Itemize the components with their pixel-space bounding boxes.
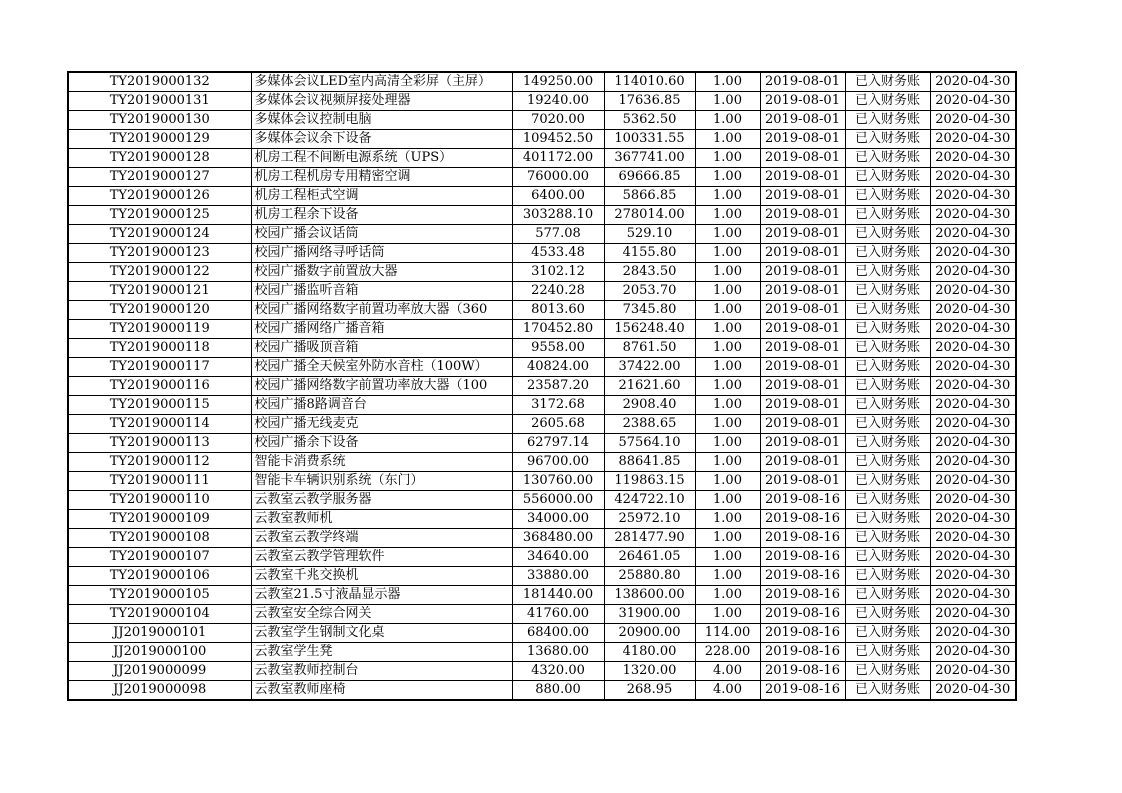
entry-date-cell: 2020-04-30 [930, 92, 1016, 111]
asset-name-cell: 多媒体会议视频屏接处理器 [251, 92, 512, 111]
asset-name-cell: 智能卡消费系统 [251, 453, 512, 472]
quantity-cell: 1.00 [695, 206, 760, 225]
entry-date-cell: 2020-04-30 [930, 415, 1016, 434]
entry-date-cell: 2020-04-30 [930, 643, 1016, 662]
asset-name-cell: 校园广播余下设备 [251, 434, 512, 453]
asset-code-cell: JJ2019000099 [68, 662, 251, 681]
original-value-cell: 181440.00 [512, 586, 604, 605]
table-row [68, 472, 1016, 491]
asset-code-cell: TY2019000110 [68, 491, 251, 510]
entry-date-cell: 2020-04-30 [930, 149, 1016, 168]
accounting-status-cell: 已入财务账 [845, 529, 930, 548]
asset-code-cell: TY2019000125 [68, 206, 251, 225]
original-value-cell: 149250.00 [512, 72, 604, 92]
net-value-cell: 424722.10 [604, 491, 695, 510]
net-value-cell: 4155.80 [604, 244, 695, 263]
accounting-status-cell: 已入财务账 [845, 453, 930, 472]
entry-date-cell: 2020-04-30 [930, 453, 1016, 472]
entry-date-cell: 2020-04-30 [930, 111, 1016, 130]
table-row [68, 643, 1016, 662]
entry-date-cell: 2020-04-30 [930, 396, 1016, 415]
quantity-cell: 1.00 [695, 72, 760, 92]
asset-code-cell: TY2019000107 [68, 548, 251, 567]
accounting-status-cell: 已入财务账 [845, 149, 930, 168]
net-value-cell: 367741.00 [604, 149, 695, 168]
table-row [68, 187, 1016, 206]
acquisition-date-cell: 2019-08-16 [760, 624, 845, 643]
net-value-cell: 5866.85 [604, 187, 695, 206]
asset-code-cell: TY2019000119 [68, 320, 251, 339]
acquisition-date-cell: 2019-08-01 [760, 168, 845, 187]
acquisition-date-cell: 2019-08-01 [760, 111, 845, 130]
quantity-cell: 1.00 [695, 263, 760, 282]
net-value-cell: 4180.00 [604, 643, 695, 662]
accounting-status-cell: 已入财务账 [845, 301, 930, 320]
quantity-cell: 1.00 [695, 586, 760, 605]
table-row [68, 111, 1016, 130]
asset-name-cell: 校园广播全天候室外防水音柱（100W） [251, 358, 512, 377]
net-value-cell: 114010.60 [604, 72, 695, 92]
table-row [68, 377, 1016, 396]
asset-name-cell: 云教室学生钢制文化桌 [251, 624, 512, 643]
asset-code-cell: JJ2019000098 [68, 681, 251, 701]
acquisition-date-cell: 2019-08-01 [760, 282, 845, 301]
original-value-cell: 130760.00 [512, 472, 604, 491]
asset-name-cell: 机房工程余下设备 [251, 206, 512, 225]
asset-code-cell: TY2019000126 [68, 187, 251, 206]
original-value-cell: 3102.12 [512, 263, 604, 282]
net-value-cell: 69666.85 [604, 168, 695, 187]
asset-name-cell: 云教室教师座椅 [251, 681, 512, 701]
original-value-cell: 76000.00 [512, 168, 604, 187]
table-row [68, 605, 1016, 624]
acquisition-date-cell: 2019-08-01 [760, 130, 845, 149]
original-value-cell: 556000.00 [512, 491, 604, 510]
asset-code-cell: TY2019000120 [68, 301, 251, 320]
table-row [68, 320, 1016, 339]
entry-date-cell: 2020-04-30 [930, 130, 1016, 149]
original-value-cell: 68400.00 [512, 624, 604, 643]
original-value-cell: 34000.00 [512, 510, 604, 529]
asset-code-cell: TY2019000105 [68, 586, 251, 605]
net-value-cell: 88641.85 [604, 453, 695, 472]
quantity-cell: 1.00 [695, 529, 760, 548]
net-value-cell: 5362.50 [604, 111, 695, 130]
original-value-cell: 9558.00 [512, 339, 604, 358]
original-value-cell: 4533.48 [512, 244, 604, 263]
acquisition-date-cell: 2019-08-16 [760, 567, 845, 586]
quantity-cell: 1.00 [695, 92, 760, 111]
acquisition-date-cell: 2019-08-16 [760, 662, 845, 681]
entry-date-cell: 2020-04-30 [930, 491, 1016, 510]
asset-name-cell: 云教室云教学终端 [251, 529, 512, 548]
entry-date-cell: 2020-04-30 [930, 681, 1016, 701]
net-value-cell: 2843.50 [604, 263, 695, 282]
net-value-cell: 138600.00 [604, 586, 695, 605]
acquisition-date-cell: 2019-08-01 [760, 263, 845, 282]
accounting-status-cell: 已入财务账 [845, 111, 930, 130]
asset-code-cell: TY2019000116 [68, 377, 251, 396]
accounting-status-cell: 已入财务账 [845, 358, 930, 377]
asset-code-cell: TY2019000117 [68, 358, 251, 377]
quantity-cell: 1.00 [695, 187, 760, 206]
entry-date-cell: 2020-04-30 [930, 339, 1016, 358]
asset-name-cell: 校园广播网络数字前置功率放大器（360 [251, 301, 512, 320]
acquisition-date-cell: 2019-08-16 [760, 586, 845, 605]
accounting-status-cell: 已入财务账 [845, 567, 930, 586]
table-row [68, 415, 1016, 434]
asset-name-cell: 云教室云教学服务器 [251, 491, 512, 510]
asset-name-cell: 云教室云教学管理软件 [251, 548, 512, 567]
asset-name-cell: 校园广播数字前置放大器 [251, 263, 512, 282]
entry-date-cell: 2020-04-30 [930, 358, 1016, 377]
original-value-cell: 33880.00 [512, 567, 604, 586]
entry-date-cell: 2020-04-30 [930, 187, 1016, 206]
net-value-cell: 119863.15 [604, 472, 695, 491]
table-row [68, 529, 1016, 548]
acquisition-date-cell: 2019-08-01 [760, 320, 845, 339]
accounting-status-cell: 已入财务账 [845, 320, 930, 339]
original-value-cell: 401172.00 [512, 149, 604, 168]
accounting-status-cell: 已入财务账 [845, 377, 930, 396]
original-value-cell: 6400.00 [512, 187, 604, 206]
accounting-status-cell: 已入财务账 [845, 586, 930, 605]
acquisition-date-cell: 2019-08-01 [760, 225, 845, 244]
asset-code-cell: TY2019000111 [68, 472, 251, 491]
net-value-cell: 26461.05 [604, 548, 695, 567]
table-row [68, 149, 1016, 168]
entry-date-cell: 2020-04-30 [930, 624, 1016, 643]
accounting-status-cell: 已入财务账 [845, 72, 930, 92]
quantity-cell: 114.00 [695, 624, 760, 643]
asset-code-cell: TY2019000113 [68, 434, 251, 453]
asset-code-cell: TY2019000132 [68, 72, 251, 92]
table-row [68, 339, 1016, 358]
table-row [68, 510, 1016, 529]
acquisition-date-cell: 2019-08-01 [760, 358, 845, 377]
net-value-cell: 100331.55 [604, 130, 695, 149]
accounting-status-cell: 已入财务账 [845, 434, 930, 453]
asset-code-cell: TY2019000121 [68, 282, 251, 301]
table-row [68, 662, 1016, 681]
net-value-cell: 1320.00 [604, 662, 695, 681]
original-value-cell: 13680.00 [512, 643, 604, 662]
accounting-status-cell: 已入财务账 [845, 643, 930, 662]
net-value-cell: 25972.10 [604, 510, 695, 529]
original-value-cell: 7020.00 [512, 111, 604, 130]
table-row [68, 681, 1016, 701]
quantity-cell: 1.00 [695, 111, 760, 130]
original-value-cell: 3172.68 [512, 396, 604, 415]
asset-code-cell: TY2019000104 [68, 605, 251, 624]
asset-code-cell: TY2019000112 [68, 453, 251, 472]
original-value-cell: 4320.00 [512, 662, 604, 681]
net-value-cell: 31900.00 [604, 605, 695, 624]
accounting-status-cell: 已入财务账 [845, 662, 930, 681]
quantity-cell: 1.00 [695, 415, 760, 434]
asset-name-cell: 校园广播8路调音台 [251, 396, 512, 415]
acquisition-date-cell: 2019-08-16 [760, 548, 845, 567]
asset-name-cell: 校园广播网络数字前置功率放大器（100 [251, 377, 512, 396]
original-value-cell: 23587.20 [512, 377, 604, 396]
table-row [68, 72, 1016, 92]
quantity-cell: 1.00 [695, 453, 760, 472]
asset-name-cell: 校园广播监听音箱 [251, 282, 512, 301]
quantity-cell: 1.00 [695, 130, 760, 149]
accounting-status-cell: 已入财务账 [845, 225, 930, 244]
entry-date-cell: 2020-04-30 [930, 244, 1016, 263]
net-value-cell: 2053.70 [604, 282, 695, 301]
entry-date-cell: 2020-04-30 [930, 72, 1016, 92]
table-row [68, 453, 1016, 472]
original-value-cell: 19240.00 [512, 92, 604, 111]
quantity-cell: 1.00 [695, 358, 760, 377]
asset-name-cell: 多媒体会议控制电脑 [251, 111, 512, 130]
asset-name-cell: 校园广播吸顶音箱 [251, 339, 512, 358]
table-row [68, 624, 1016, 643]
net-value-cell: 268.95 [604, 681, 695, 701]
asset-code-cell: TY2019000128 [68, 149, 251, 168]
net-value-cell: 25880.80 [604, 567, 695, 586]
accounting-status-cell: 已入财务账 [845, 244, 930, 263]
quantity-cell: 1.00 [695, 472, 760, 491]
quantity-cell: 1.00 [695, 434, 760, 453]
entry-date-cell: 2020-04-30 [930, 168, 1016, 187]
table-row [68, 206, 1016, 225]
asset-code-cell: TY2019000124 [68, 225, 251, 244]
quantity-cell: 4.00 [695, 662, 760, 681]
original-value-cell: 2605.68 [512, 415, 604, 434]
quantity-cell: 1.00 [695, 377, 760, 396]
accounting-status-cell: 已入财务账 [845, 339, 930, 358]
entry-date-cell: 2020-04-30 [930, 320, 1016, 339]
entry-date-cell: 2020-04-30 [930, 605, 1016, 624]
accounting-status-cell: 已入财务账 [845, 130, 930, 149]
accounting-status-cell: 已入财务账 [845, 187, 930, 206]
acquisition-date-cell: 2019-08-01 [760, 187, 845, 206]
asset-code-cell: TY2019000131 [68, 92, 251, 111]
quantity-cell: 1.00 [695, 548, 760, 567]
quantity-cell: 1.00 [695, 244, 760, 263]
asset-name-cell: 智能卡车辆识别系统（东门） [251, 472, 512, 491]
net-value-cell: 8761.50 [604, 339, 695, 358]
acquisition-date-cell: 2019-08-16 [760, 510, 845, 529]
acquisition-date-cell: 2019-08-01 [760, 72, 845, 92]
asset-name-cell: 云教室千兆交换机 [251, 567, 512, 586]
table-row [68, 168, 1016, 187]
acquisition-date-cell: 2019-08-16 [760, 529, 845, 548]
original-value-cell: 8013.60 [512, 301, 604, 320]
net-value-cell: 37422.00 [604, 358, 695, 377]
accounting-status-cell: 已入财务账 [845, 168, 930, 187]
asset-name-cell: 机房工程不间断电源系统（UPS） [251, 149, 512, 168]
table-row [68, 491, 1016, 510]
net-value-cell: 57564.10 [604, 434, 695, 453]
asset-code-cell: TY2019000129 [68, 130, 251, 149]
accounting-status-cell: 已入财务账 [845, 548, 930, 567]
acquisition-date-cell: 2019-08-01 [760, 377, 845, 396]
asset-code-cell: TY2019000122 [68, 263, 251, 282]
entry-date-cell: 2020-04-30 [930, 529, 1016, 548]
entry-date-cell: 2020-04-30 [930, 225, 1016, 244]
original-value-cell: 34640.00 [512, 548, 604, 567]
quantity-cell: 228.00 [695, 643, 760, 662]
table-row [68, 130, 1016, 149]
asset-code-cell: TY2019000115 [68, 396, 251, 415]
original-value-cell: 577.08 [512, 225, 604, 244]
asset-code-cell: JJ2019000101 [68, 624, 251, 643]
acquisition-date-cell: 2019-08-01 [760, 244, 845, 263]
table-row [68, 567, 1016, 586]
entry-date-cell: 2020-04-30 [930, 662, 1016, 681]
asset-name-cell: 多媒体会议余下设备 [251, 130, 512, 149]
net-value-cell: 20900.00 [604, 624, 695, 643]
ledger-body [68, 72, 1016, 700]
accounting-status-cell: 已入财务账 [845, 681, 930, 701]
asset-name-cell: 校园广播网络广播音箱 [251, 320, 512, 339]
entry-date-cell: 2020-04-30 [930, 510, 1016, 529]
net-value-cell: 529.10 [604, 225, 695, 244]
quantity-cell: 4.00 [695, 681, 760, 701]
accounting-status-cell: 已入财务账 [845, 491, 930, 510]
entry-date-cell: 2020-04-30 [930, 282, 1016, 301]
asset-name-cell: 校园广播网络寻呼话筒 [251, 244, 512, 263]
asset-name-cell: 云教室21.5寸液晶显示器 [251, 586, 512, 605]
original-value-cell: 303288.10 [512, 206, 604, 225]
quantity-cell: 1.00 [695, 282, 760, 301]
original-value-cell: 2240.28 [512, 282, 604, 301]
accounting-status-cell: 已入财务账 [845, 415, 930, 434]
asset-ledger-table [67, 71, 1017, 701]
quantity-cell: 1.00 [695, 225, 760, 244]
accounting-status-cell: 已入财务账 [845, 92, 930, 111]
acquisition-date-cell: 2019-08-01 [760, 92, 845, 111]
table-row [68, 282, 1016, 301]
asset-code-cell: TY2019000109 [68, 510, 251, 529]
asset-code-cell: TY2019000114 [68, 415, 251, 434]
asset-code-cell: TY2019000123 [68, 244, 251, 263]
accounting-status-cell: 已入财务账 [845, 206, 930, 225]
asset-name-cell: 云教室学生凳 [251, 643, 512, 662]
accounting-status-cell: 已入财务账 [845, 396, 930, 415]
net-value-cell: 7345.80 [604, 301, 695, 320]
accounting-status-cell: 已入财务账 [845, 263, 930, 282]
acquisition-date-cell: 2019-08-01 [760, 396, 845, 415]
original-value-cell: 62797.14 [512, 434, 604, 453]
acquisition-date-cell: 2019-08-01 [760, 453, 845, 472]
original-value-cell: 109452.50 [512, 130, 604, 149]
quantity-cell: 1.00 [695, 149, 760, 168]
net-value-cell: 17636.85 [604, 92, 695, 111]
net-value-cell: 278014.00 [604, 206, 695, 225]
table-row [68, 396, 1016, 415]
quantity-cell: 1.00 [695, 567, 760, 586]
table-row [68, 225, 1016, 244]
asset-code-cell: TY2019000118 [68, 339, 251, 358]
accounting-status-cell: 已入财务账 [845, 624, 930, 643]
asset-name-cell: 机房工程柜式空调 [251, 187, 512, 206]
entry-date-cell: 2020-04-30 [930, 377, 1016, 396]
accounting-status-cell: 已入财务账 [845, 472, 930, 491]
acquisition-date-cell: 2019-08-16 [760, 491, 845, 510]
entry-date-cell: 2020-04-30 [930, 206, 1016, 225]
acquisition-date-cell: 2019-08-01 [760, 206, 845, 225]
quantity-cell: 1.00 [695, 396, 760, 415]
entry-date-cell: 2020-04-30 [930, 548, 1016, 567]
accounting-status-cell: 已入财务账 [845, 605, 930, 624]
acquisition-date-cell: 2019-08-16 [760, 605, 845, 624]
acquisition-date-cell: 2019-08-16 [760, 681, 845, 701]
original-value-cell: 41760.00 [512, 605, 604, 624]
acquisition-date-cell: 2019-08-01 [760, 434, 845, 453]
quantity-cell: 1.00 [695, 168, 760, 187]
acquisition-date-cell: 2019-08-01 [760, 472, 845, 491]
table-row [68, 586, 1016, 605]
net-value-cell: 21621.60 [604, 377, 695, 396]
entry-date-cell: 2020-04-30 [930, 567, 1016, 586]
asset-name-cell: 机房工程机房专用精密空调 [251, 168, 512, 187]
original-value-cell: 170452.80 [512, 320, 604, 339]
asset-name-cell: 校园广播无线麦克 [251, 415, 512, 434]
entry-date-cell: 2020-04-30 [930, 434, 1016, 453]
table-row [68, 92, 1016, 111]
net-value-cell: 156248.40 [604, 320, 695, 339]
acquisition-date-cell: 2019-08-16 [760, 643, 845, 662]
quantity-cell: 1.00 [695, 491, 760, 510]
asset-code-cell: TY2019000108 [68, 529, 251, 548]
original-value-cell: 40824.00 [512, 358, 604, 377]
quantity-cell: 1.00 [695, 510, 760, 529]
quantity-cell: 1.00 [695, 320, 760, 339]
entry-date-cell: 2020-04-30 [930, 301, 1016, 320]
quantity-cell: 1.00 [695, 605, 760, 624]
asset-code-cell: TY2019000130 [68, 111, 251, 130]
table-row [68, 358, 1016, 377]
table-row [68, 244, 1016, 263]
entry-date-cell: 2020-04-30 [930, 263, 1016, 282]
original-value-cell: 368480.00 [512, 529, 604, 548]
acquisition-date-cell: 2019-08-01 [760, 415, 845, 434]
net-value-cell: 2908.40 [604, 396, 695, 415]
asset-code-cell: TY2019000106 [68, 567, 251, 586]
table-row [68, 263, 1016, 282]
asset-name-cell: 校园广播会议话筒 [251, 225, 512, 244]
asset-name-cell: 云教室安全综合网关 [251, 605, 512, 624]
table-row [68, 301, 1016, 320]
quantity-cell: 1.00 [695, 339, 760, 358]
quantity-cell: 1.00 [695, 301, 760, 320]
acquisition-date-cell: 2019-08-01 [760, 301, 845, 320]
net-value-cell: 2388.65 [604, 415, 695, 434]
asset-name-cell: 多媒体会议LED室内高清全彩屏（主屏） [251, 72, 512, 92]
acquisition-date-cell: 2019-08-01 [760, 149, 845, 168]
asset-name-cell: 云教室教师机 [251, 510, 512, 529]
asset-code-cell: JJ2019000100 [68, 643, 251, 662]
table-row [68, 434, 1016, 453]
entry-date-cell: 2020-04-30 [930, 472, 1016, 491]
asset-name-cell: 云教室教师控制台 [251, 662, 512, 681]
acquisition-date-cell: 2019-08-01 [760, 339, 845, 358]
asset-code-cell: TY2019000127 [68, 168, 251, 187]
accounting-status-cell: 已入财务账 [845, 282, 930, 301]
net-value-cell: 281477.90 [604, 529, 695, 548]
accounting-status-cell: 已入财务账 [845, 510, 930, 529]
table-row [68, 548, 1016, 567]
original-value-cell: 96700.00 [512, 453, 604, 472]
entry-date-cell: 2020-04-30 [930, 586, 1016, 605]
original-value-cell: 880.00 [512, 681, 604, 701]
